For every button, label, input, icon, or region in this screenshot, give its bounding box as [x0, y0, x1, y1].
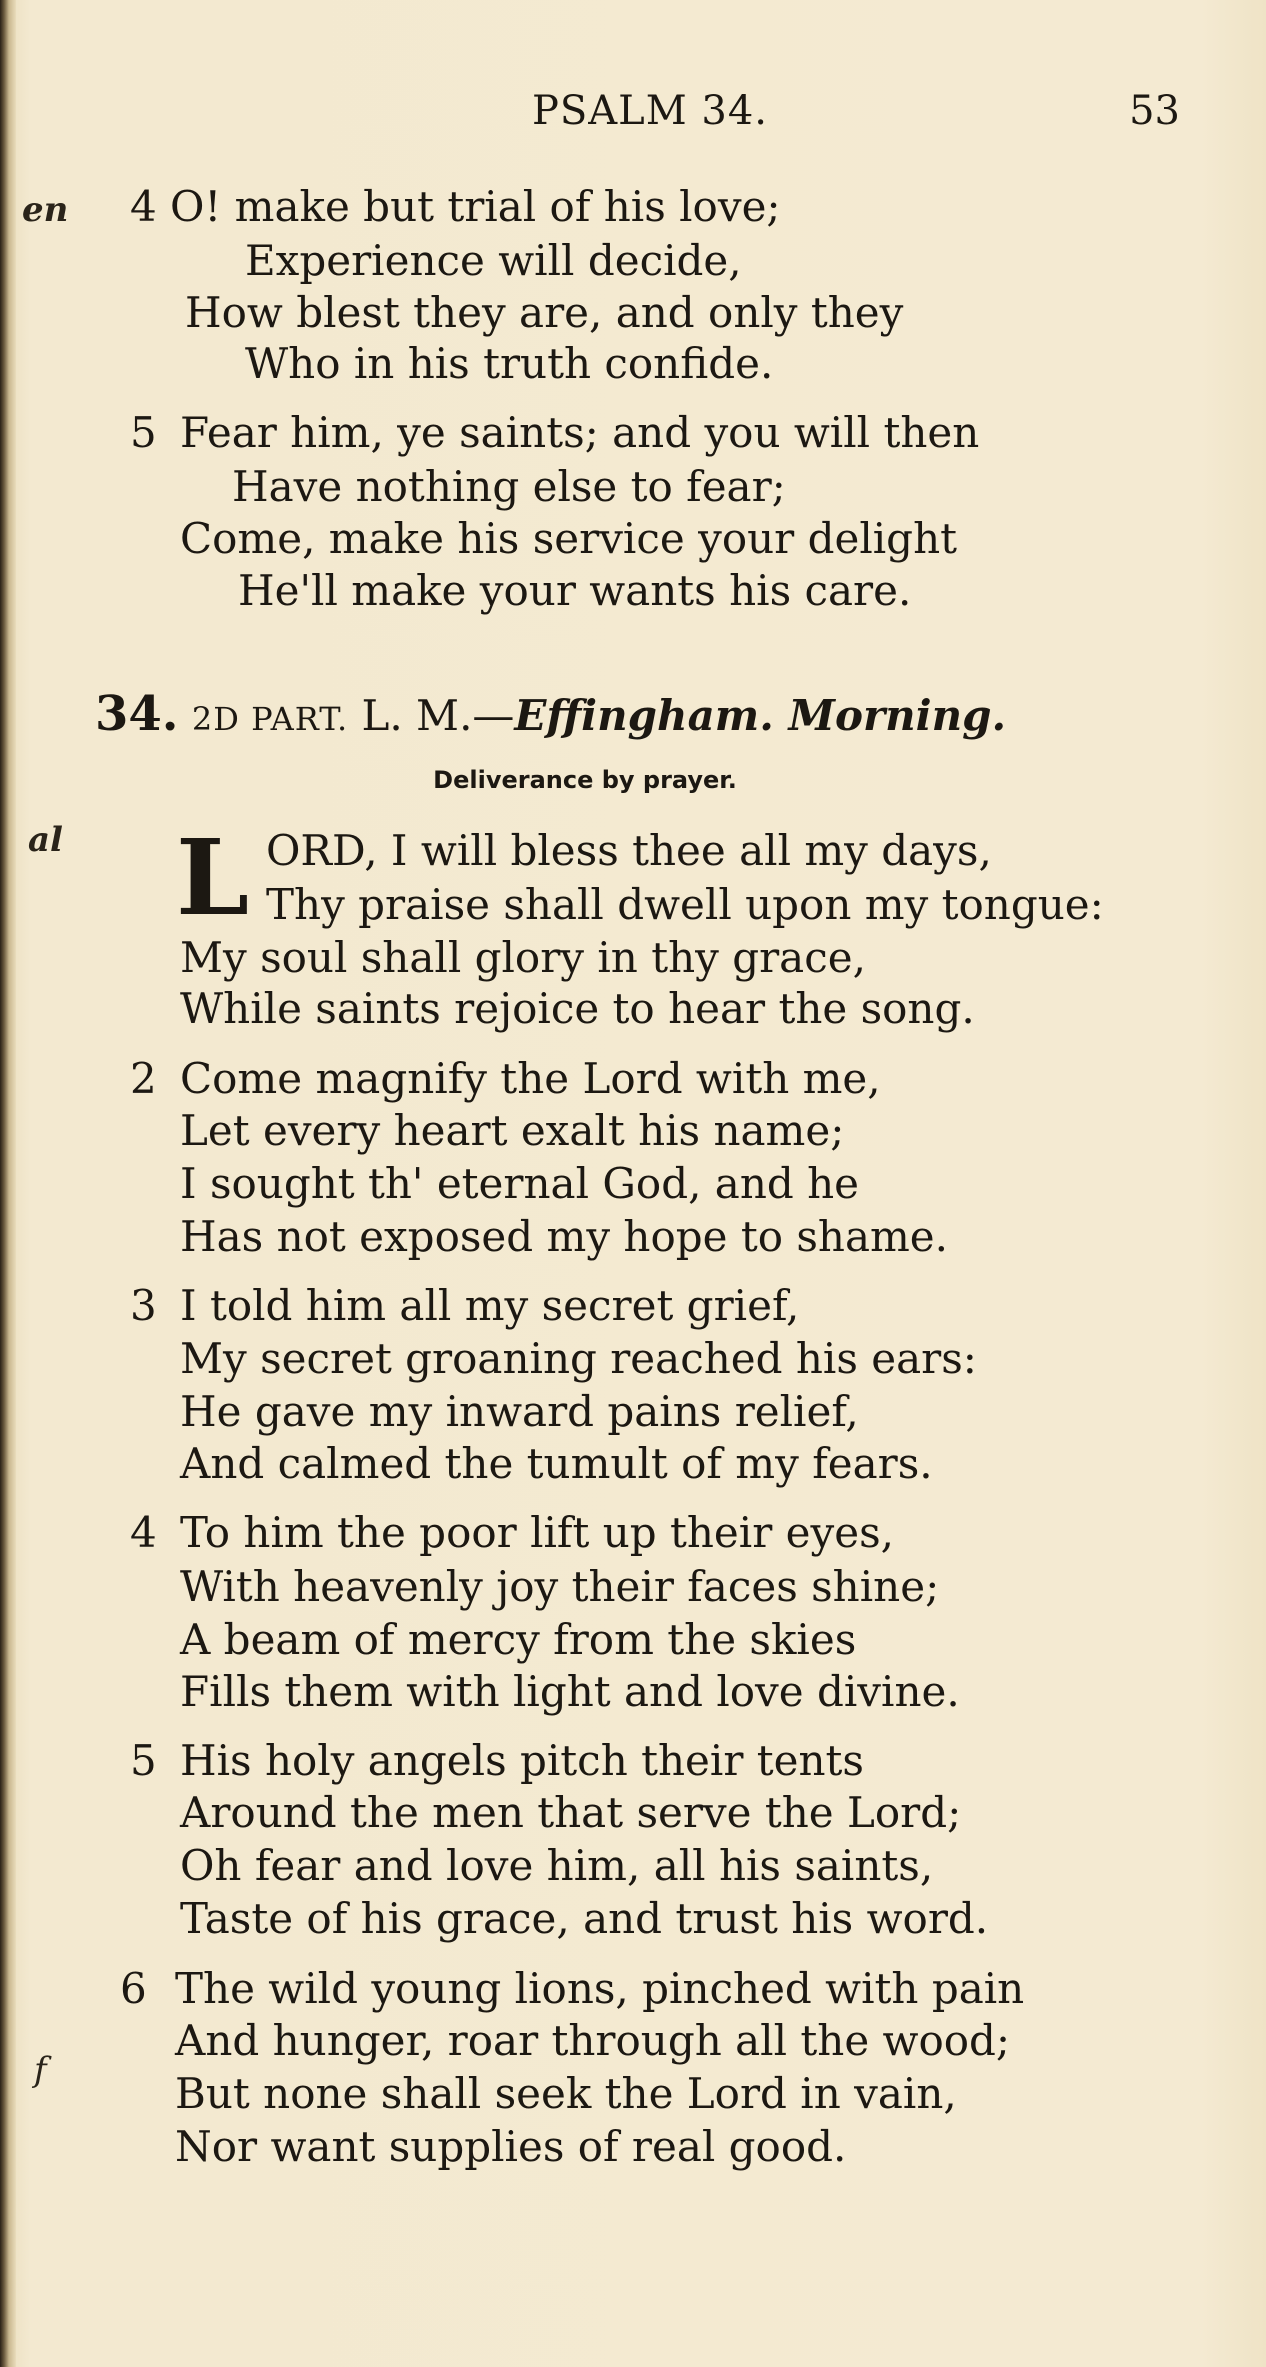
stanza-line: My soul shall glory in thy grace, — [180, 933, 866, 982]
stanza-line: With heavenly joy their faces shine; — [180, 1562, 940, 1611]
stanza-number: 3 — [130, 1281, 157, 1330]
stanza-line: ORD, I will bless thee all my days, — [266, 826, 992, 875]
psalm-part: 2D PART. — [191, 700, 349, 738]
stanza-number: 4 — [130, 1508, 157, 1557]
stanza-line: Experience will decide, — [245, 236, 742, 285]
stanza-line: How blest they are, and only they — [185, 288, 904, 337]
stanza-line: My secret groaning reached his ears: — [180, 1334, 977, 1383]
stanza-number: 5 — [130, 408, 157, 457]
stanza-number: 4 — [130, 182, 157, 231]
stanza-line: Fear him, ye saints; and you will then — [180, 408, 980, 457]
stanza-line: But none shall seek the Lord in vain, — [175, 2069, 957, 2118]
drop-cap: L — [176, 816, 250, 939]
stanza-line: Nor want supplies of real good. — [175, 2122, 847, 2171]
stanza-line: And hunger, roar through all the wood; — [175, 2016, 1011, 2065]
psalm-meter: L. M.— — [361, 691, 515, 740]
stanza-line: A beam of mercy from the skies — [180, 1615, 857, 1664]
psalm-subtitle: Deliverance by prayer. — [433, 766, 737, 794]
stanza-line: He'll make your wants his care. — [238, 566, 912, 615]
running-header-title: PSALM 34. — [531, 88, 769, 134]
psalm-heading — [95, 686, 1195, 742]
stanza-line: And calmed the tumult of my fears. — [180, 1439, 933, 1488]
psalm-number: 34. — [95, 686, 179, 742]
stanza-line: He gave my inward pains relief, — [180, 1387, 859, 1436]
stanza-line: Who in his truth confide. — [245, 339, 774, 388]
stanza-line: Have nothing else to fear; — [232, 462, 786, 511]
stanza-line: O! make but trial of his love; — [170, 182, 781, 231]
stanza-line: Come magnify the Lord with me, — [180, 1054, 881, 1103]
stanza-line: Come, make his service your delight — [180, 514, 957, 563]
stanza-line: To him the poor lift up their eyes, — [180, 1508, 894, 1557]
stanza-line: Oh fear and love him, all his saints, — [180, 1841, 934, 1890]
margin-note: al — [28, 820, 63, 860]
stanza-line: Thy praise shall dwell upon my tongue: — [266, 880, 1104, 929]
stanza-line: Fills them with light and love divine. — [180, 1667, 960, 1716]
stanza-line: Around the men that serve the Lord; — [180, 1788, 962, 1837]
stanza-line: Taste of his grace, and trust his word. — [180, 1894, 989, 1943]
stanza-line: I told him all my secret grief, — [180, 1281, 800, 1330]
margin-note: f — [34, 2050, 47, 2090]
stanza-line: Let every heart exalt his name; — [180, 1106, 845, 1155]
stanza-number: 2 — [130, 1054, 157, 1103]
stanza-number: 5 — [130, 1736, 157, 1785]
page-binding-edge — [0, 0, 16, 2367]
page-number: 53 — [1129, 88, 1180, 134]
margin-note: en — [22, 190, 69, 230]
stanza-line: The wild young lions, pinched with pain — [175, 1964, 1025, 2013]
stanza-number: 6 — [120, 1964, 147, 2013]
stanza-line: His holy angels pitch their tents — [180, 1736, 864, 1785]
stanza-line: I sought th' eternal God, and he — [180, 1159, 860, 1208]
stanza-line: While saints rejoice to hear the song. — [180, 984, 975, 1033]
stanza-line: Has not exposed my hope to shame. — [180, 1212, 949, 1261]
tune-names: Effingham. Morning. — [514, 691, 1007, 740]
